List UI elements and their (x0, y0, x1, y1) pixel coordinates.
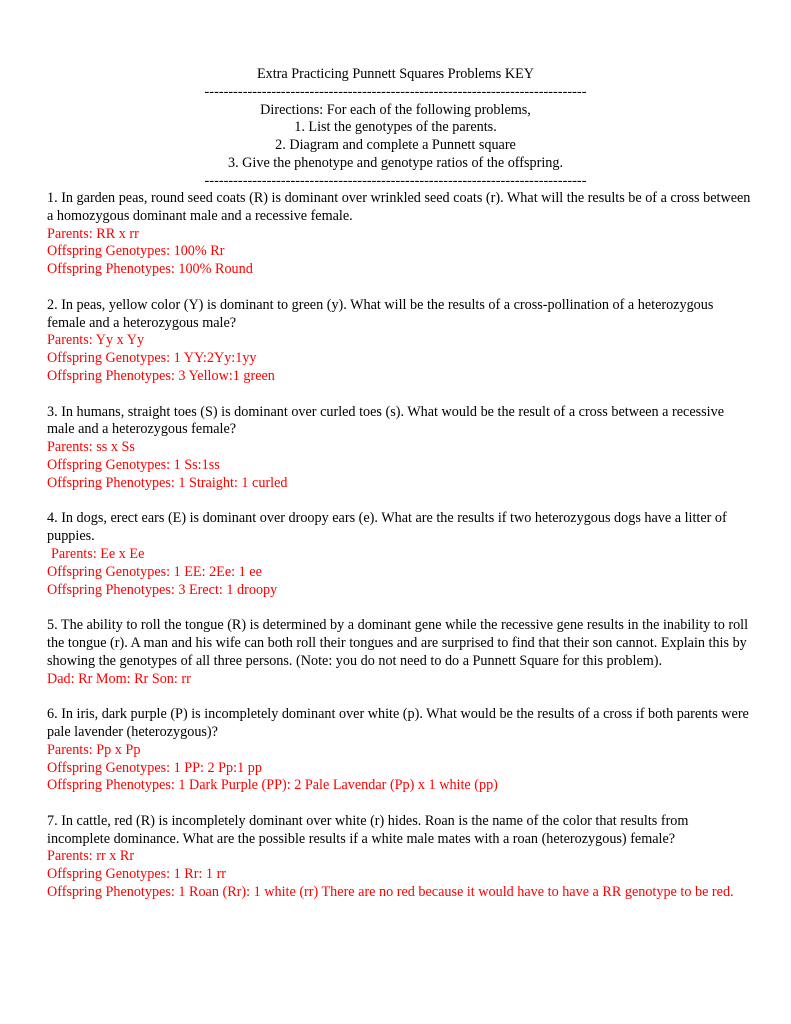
problem-3 (47, 404, 752, 493)
problem-2 (47, 297, 752, 386)
direction-step-3: 3. Give the phenotype and genotype ratios of the offspring. (227, 154, 564, 171)
answer-parents: Parents: Yy x Yy (47, 332, 145, 349)
problem-question: 4. In dogs, erect ears (E) is dominant over droopy ears (e). What are the results if two heterozygous dogs have a litter of puppies. (47, 510, 727, 545)
answer-genotypes: Offspring Genotypes: 100% Rr (47, 243, 225, 260)
answer-parents: Parents: RR x rr (47, 225, 139, 242)
answer-parents: Parents: Ee x Ee (51, 545, 145, 562)
direction-step-2: 2. Diagram and complete a Punnett square (275, 137, 516, 154)
answer-genotypes: Offspring Genotypes: 1 PP: 2 Pp:1 pp (47, 759, 262, 776)
answer-phenotypes: Offspring Phenotypes: 1 Roan (Rr): 1 white (rr) There are no red because it would have to have a RR genotype to be red. (47, 884, 734, 901)
answer-genotypes: Offspring Genotypes: 1 Rr: 1 rr (47, 866, 227, 883)
problem-4 (47, 510, 752, 599)
header-divider-top: -------------------------------------------------------------------------------- (204, 83, 587, 100)
answer-parents: Parents: rr x Rr (47, 848, 135, 865)
answer-phenotypes: Offspring Phenotypes: 1 Straight: 1 curled (47, 474, 288, 491)
problem-5 (47, 617, 752, 688)
problem-list (47, 190, 752, 920)
answer-parents: Parents: ss x Ss (47, 439, 135, 456)
answer-phenotypes: Offspring Phenotypes: 3 Yellow:1 green (47, 367, 275, 384)
document-header (0, 66, 791, 191)
answer-genotypes: Offspring Genotypes: 1 YY:2Yy:1yy (47, 350, 257, 367)
answer-genotypes: Offspring Genotypes: 1 EE: 2Ee: 1 ee (47, 563, 262, 580)
problem-question: 1. In garden peas, round seed coats (R) is dominant over wrinkled seed coats (r). What will the results be of a cross between a homozygous dominant male and a recessive female. (47, 190, 751, 224)
answer-phenotypes: Offspring Phenotypes: 3 Erect: 1 droopy (47, 581, 278, 598)
answer-parents: Parents: Pp x Pp (47, 741, 141, 758)
problem-question: 6. In iris, dark purple (P) is incompletely dominant over white (p). What would be the results of a cross if both parents were pale lavender (heterozygous)? (47, 706, 749, 740)
problem-question: 2. In peas, yellow color (Y) is dominant to green (y). What will be the results of a cross-pollination of a heterozygous female and a heterozygous male? (47, 296, 714, 331)
problem-7 (47, 813, 752, 902)
problem-question: 7. In cattle, red (R) is incompletely dominant over white (r) hides. Roan is the name of the color that results from incomplete dominance. What are the possible results if a white male mates with a roan (heterozygous) female? (47, 812, 689, 847)
answer-phenotypes: Offspring Phenotypes: 1 Dark Purple (PP): 2 Pale Lavendar (Pp) x 1 white (pp) (47, 777, 498, 794)
answer-phenotypes: Offspring Phenotypes: 100% Round (47, 261, 253, 278)
header-divider-bottom: -------------------------------------------------------------------------------- (204, 172, 587, 189)
direction-step-1: 1. List the genotypes of the parents. (294, 119, 497, 136)
answer-family-genotypes: Dad: Rr Mom: Rr Son: rr (47, 670, 191, 687)
problem-question: 3. In humans, straight toes (S) is dominant over curled toes (s). What would be the result of a cross between a recessive male and a heterozygous female? (47, 403, 725, 438)
answer-genotypes: Offspring Genotypes: 1 Ss:1ss (47, 456, 220, 473)
document-title: Extra Practicing Punnett Squares Problems KEY (256, 66, 534, 82)
directions-intro: Directions: For each of the following problems, (260, 101, 531, 118)
problem-question: 5. The ability to roll the tongue (R) is determined by a dominant gene while the recessive gene results in the inability to roll the tongue (r). A man and his wife can both roll their tongues and are surprised to find that their son cannot. Explain this by showing the genotypes of all three persons. (Note: you do not need to do a Punnett Square for this problem). (47, 617, 749, 669)
problem-6 (47, 706, 752, 795)
problem-1 (47, 190, 752, 279)
